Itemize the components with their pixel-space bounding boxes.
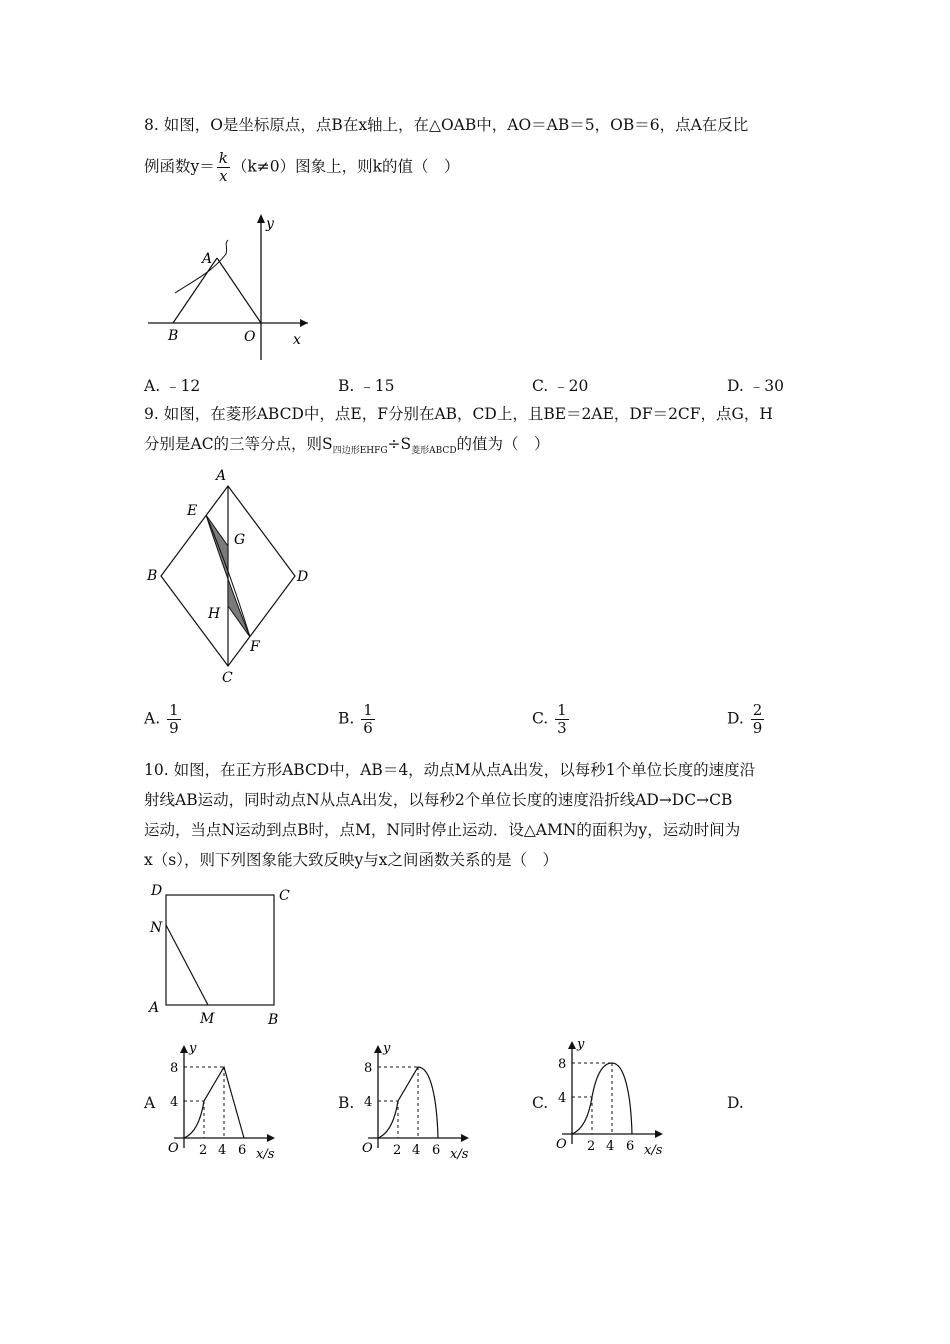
q10-line-4: x（s），则下列图象能大致反映y与x之间函数关系的是（ ） [144,851,558,869]
q8-option-a-value: ﹣12 [165,377,201,395]
graph-b-xtick-4: 4 [412,1143,421,1158]
q10-option-b[interactable]: B. [338,1094,355,1112]
graph-b-label-y: y [383,1041,391,1056]
q10-label-a: A [149,1000,160,1016]
q9-option-c[interactable] [532,702,571,737]
q9-figure [140,462,330,692]
graph-c-curve [572,1063,632,1134]
q9-line-2-a: 分别是AC的三等分点，则S [144,435,333,453]
graph-a-xtick-6: 6 [238,1143,247,1158]
graph-b-origin: O [362,1141,373,1156]
q8-line-2 [144,150,460,185]
q8-line-2-post: （k≠0）图象上，则k的值（ ） [231,157,460,176]
q8-y-arrow [257,214,265,223]
q9-option-a-num: 1 [169,701,179,719]
graph-b-y-arrow [374,1045,382,1053]
graph-a-label-y: y [189,1041,197,1056]
q10-line-2: 射线AB运动，同时动点N从点A出发，以每秒2个单位长度的速度沿折线AD→DC→CB [144,791,733,809]
q9-label-b: B [147,568,158,584]
graph-c-x-arrow [655,1130,663,1138]
q9-line-2-b: ÷S [387,435,412,453]
q8-option-d[interactable] [727,374,784,396]
graph-a-xtick-4: 4 [218,1143,227,1158]
q10-option-a[interactable]: A [144,1094,156,1112]
q9-option-c-fraction [555,702,569,737]
graph-a-tick-4: 4 [170,1095,179,1110]
graph-c-label-x: x/s [644,1143,663,1158]
q9-label-g: G [234,532,246,548]
q8-option-a[interactable] [144,374,200,396]
q8-label-a: A [202,251,213,267]
q9-label-d: D [297,569,309,585]
q8-frac-den: x [219,167,228,185]
q9-option-d-label: D. [727,709,744,728]
q9-option-c-num: 1 [557,701,567,719]
q9-label-f: F [250,639,260,655]
q9-option-b-num: 1 [363,701,373,719]
graph-c-label-y: y [577,1037,585,1052]
graph-b-curve [378,1067,438,1138]
q8-option-c-value: ﹣20 [553,377,589,395]
graph-b-xtick-6: 6 [432,1143,441,1158]
q10-graph-a[interactable] [163,1040,288,1166]
q8-x-arrow [300,319,308,327]
graph-c-xtick-6: 6 [626,1139,635,1154]
q9-option-a-label: A. [144,709,161,728]
q9-line-2-c: 的值为（ ） [456,435,550,453]
graph-a-label-x: x/s [256,1147,275,1162]
graph-b-label-x: x/s [450,1147,469,1162]
q9-option-c-den: 3 [557,719,567,737]
q9-option-b[interactable] [338,702,377,737]
q9-option-a[interactable] [144,702,183,737]
q10-label-n: N [150,920,163,936]
q10-square [166,895,274,1005]
graph-a-origin: O [168,1141,179,1156]
q8-option-d-value: ﹣30 [748,377,784,395]
q8-line-1: 8. 如图，O是坐标原点，点B在x轴上，在△OAB中，AO＝AB＝5，OB＝6，点A在反比 [144,116,749,134]
q8-option-b[interactable] [338,374,395,396]
q8-option-c[interactable] [532,374,588,396]
q8-figure [140,208,320,368]
graph-c-tick-4: 4 [558,1091,567,1106]
q8-option-c-label: C. [532,377,549,395]
q9-option-b-fraction [361,702,375,737]
q9-line-2 [144,433,550,462]
q9-label-c: C [222,670,233,686]
q10-square-figure [140,878,310,1028]
q9-subscript-ehfg: 四边形EHFG [332,446,388,457]
q10-line-1: 10. 如图，在正方形ABCD中，AB＝4，动点M从点A出发，以每秒1个单位长度的速度沿 [144,761,756,779]
q9-option-d-fraction [751,702,765,737]
graph-c-origin: O [556,1137,567,1152]
q9-option-b-label: B. [338,709,355,728]
q10-segment-mn [166,925,208,1005]
q8-segment-ao [217,258,261,323]
graph-c-xtick-2: 2 [587,1139,596,1154]
q8-frac-num: k [218,149,228,167]
graph-a-x-arrow [267,1134,275,1142]
graph-a-tick-8: 8 [170,1061,179,1076]
q8-option-b-label: B. [338,377,355,395]
graph-b-xtick-2: 2 [393,1143,402,1158]
q10-option-c[interactable]: C. [532,1094,549,1112]
q10-label-d: D [151,883,163,899]
graph-b-x-arrow [461,1134,469,1142]
q8-option-a-label: A. [144,377,161,395]
q10-line-3: 运动，当点N运动到点B时，点M，N同时停止运动．设△AMN的面积为y，运动时间为 [144,821,741,839]
q8-label-b: B [168,328,179,344]
graph-b-tick-4: 4 [364,1095,373,1110]
q9-option-d-num: 2 [752,701,763,719]
q10-graph-c[interactable] [551,1036,676,1162]
q8-option-b-value: ﹣15 [359,377,395,395]
q8-fraction [217,150,230,185]
q9-label-h: H [208,606,221,622]
q9-option-a-fraction [167,702,181,737]
q8-label-x: x [293,332,301,348]
graph-a-xtick-2: 2 [199,1143,208,1158]
graph-c-tick-8: 8 [558,1057,567,1072]
graph-a-curve [184,1067,244,1138]
q10-label-b: B [268,1012,279,1028]
q8-label-o: O [244,329,256,345]
graph-c-y-arrow [568,1041,576,1049]
q9-label-a: A [216,468,227,484]
q9-option-b-den: 6 [363,719,373,737]
graph-b-tick-8: 8 [364,1061,373,1076]
q9-line-1: 9. 如图，在菱形ABCD中，点E，F分别在AB，CD上，且BE＝2AE，DF＝2CF，点G，H [144,405,773,423]
q10-label-c: C [279,888,290,904]
q9-option-c-label: C. [532,709,549,728]
q9-option-a-den: 9 [169,719,179,737]
graph-c-xtick-4: 4 [606,1139,615,1154]
q8-label-y: y [266,216,274,232]
q8-option-d-label: D. [727,377,744,395]
q8-line-2-pre: 例函数y＝ [144,157,215,176]
q9-option-d-den: 9 [752,719,763,737]
q10-option-d[interactable]: D. [727,1094,744,1112]
graph-a-y-arrow [180,1045,188,1053]
q9-label-e: E [187,503,198,519]
q9-subscript-abcd: 菱形ABCD [411,446,457,457]
q10-graph-b[interactable] [357,1040,482,1166]
q10-label-m: M [200,1011,215,1027]
q9-option-d[interactable] [727,702,766,737]
